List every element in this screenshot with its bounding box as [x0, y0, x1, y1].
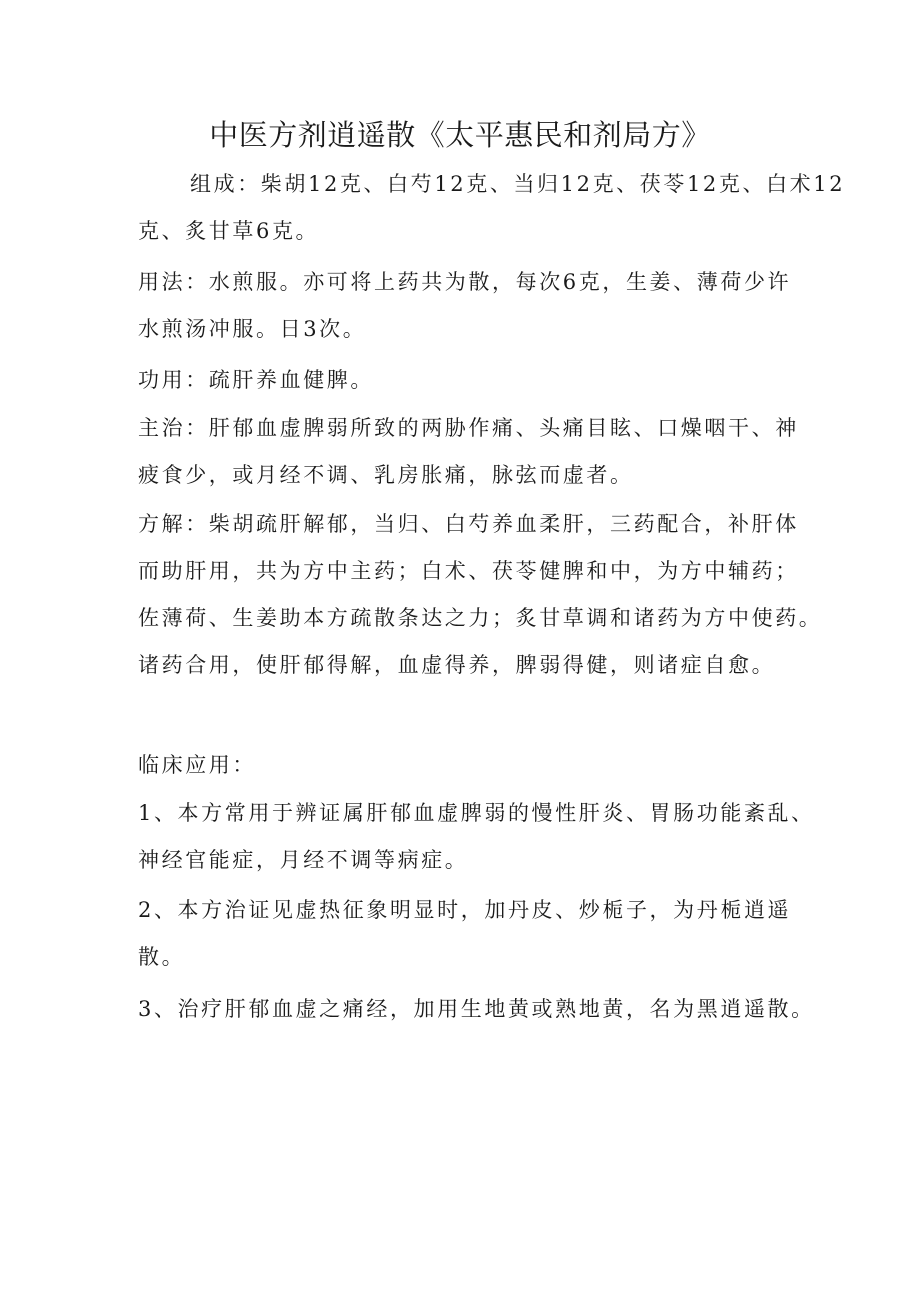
usage-line-1: 用法：水煎服。亦可将上药共为散，每次6克，生姜、薄荷少许 — [138, 270, 792, 294]
analysis-line-4: 诸药合用，使肝郁得解，血虚得养，脾弱得健，则诸症自愈。 — [138, 653, 776, 677]
clinical-item-2-line-2: 散。 — [138, 945, 186, 969]
analysis-line-1: 方解：柴胡疏肝解郁，当归、白芍养血柔肝，三药配合，补肝体 — [138, 512, 799, 536]
usage-paragraph — [138, 259, 798, 353]
usage-line-2: 水煎汤冲服。日3次。 — [138, 317, 367, 341]
function-line-1: 功用：疏肝养血健脾。 — [138, 368, 374, 392]
function-paragraph — [138, 357, 798, 404]
composition-line-1: 组成：柴胡12克、白芍12克、当归12克、茯苓12克、白术12 — [190, 172, 846, 196]
indications-line-1: 主治：肝郁血虚脾弱所致的两胁作痛、头痛目眩、口燥咽干、神 — [138, 416, 799, 440]
clinical-heading — [138, 742, 798, 789]
clinical-item-2-line-1: 2、本方治证见虚热征象明显时，加丹皮、炒栀子，为丹栀逍遥 — [138, 898, 792, 922]
clinical-item-1 — [138, 790, 815, 884]
analysis-line-3: 佐薄荷、生姜助本方疏散条达之力；炙甘草调和诸药为方中使药。 — [138, 606, 823, 630]
analysis-paragraph — [138, 501, 823, 689]
clinical-heading-line: 临床应用： — [138, 753, 256, 777]
indications-paragraph — [138, 405, 798, 499]
indications-line-2: 疲食少，或月经不调、乳房胀痛，脉弦而虚者。 — [138, 463, 634, 487]
analysis-line-2: 而助肝用，共为方中主药；白术、茯苓健脾和中，为方中辅药； — [138, 559, 799, 583]
clinical-item-1-line-1: 1、本方常用于辨证属肝郁血虚脾弱的慢性肝炎、胃肠功能紊乱、 — [138, 801, 815, 825]
clinical-item-3 — [138, 986, 815, 1033]
clinical-item-1-line-2: 神经官能症，月经不调等病症。 — [138, 848, 469, 872]
document-title: 中医方剂逍遥散《太平惠民和剂局方》 — [209, 118, 711, 152]
composition-paragraph — [138, 161, 846, 255]
clinical-item-2 — [138, 887, 798, 981]
composition-line-2: 克、炙甘草6克。 — [138, 219, 320, 243]
clinical-item-3-line-1: 3、治疗肝郁血虚之痛经，加用生地黄或熟地黄，名为黑逍遥散。 — [138, 997, 815, 1021]
